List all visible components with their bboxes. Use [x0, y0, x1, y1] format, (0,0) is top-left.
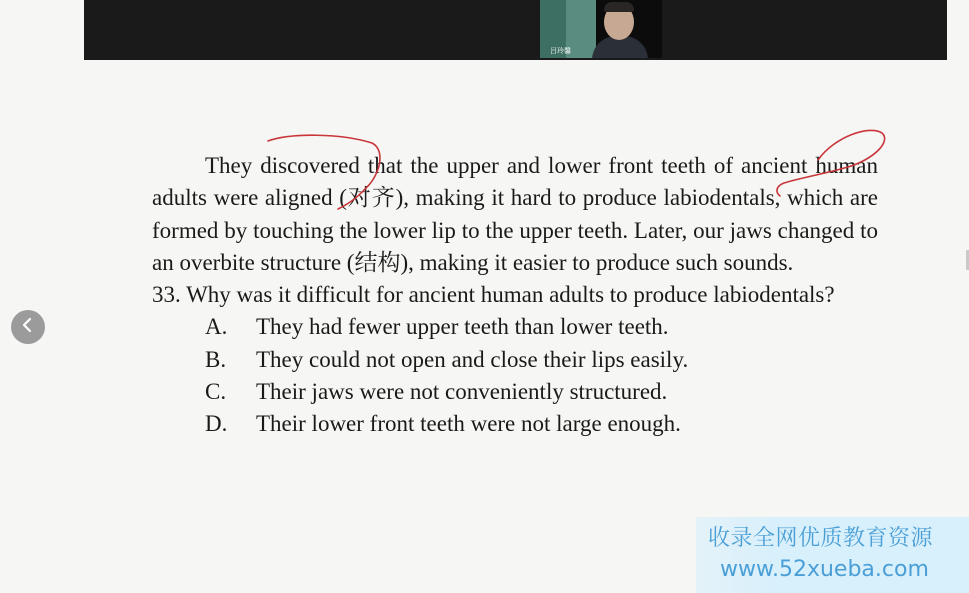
option-letter: B.	[205, 346, 227, 372]
option-c	[152, 376, 878, 408]
option-d	[152, 408, 878, 440]
option-a	[152, 311, 878, 343]
chevron-left-icon	[21, 317, 35, 338]
back-button[interactable]	[11, 310, 45, 344]
watermark-slogan: 收录全网优质教育资源	[708, 526, 934, 551]
option-text: They had fewer upper teeth than lower teeth.	[256, 314, 669, 340]
option-b	[152, 344, 878, 376]
option-letter: D.	[205, 411, 228, 437]
participant-video[interactable]	[540, 0, 662, 58]
video-strip	[84, 0, 947, 60]
watermark-banner	[696, 517, 969, 593]
option-letter: C.	[205, 379, 227, 405]
watermark-url: www.52xueba.com	[720, 557, 929, 582]
option-letter: A.	[205, 314, 228, 340]
option-text: Their jaws were not conveniently structured.	[256, 379, 668, 405]
answer-options	[152, 311, 878, 440]
document-page	[152, 150, 878, 441]
participant-name: 吕玲馨	[550, 47, 571, 55]
question-stem: 33. Why was it difficult for ancient human adults to produce labiodentals?	[152, 282, 835, 308]
participant-hair	[604, 2, 634, 12]
passage-paragraph: They discovered that the upper and lower front teeth of ancient human adults were aligned (对齐), making it hard to produce labiodentals, which are formed by touching the lower lip to the upper teeth. Later, our jaws changed to an overbite structure (结构), making it easier to produce such sounds.	[152, 153, 878, 275]
option-text: They could not open and close their lips easily.	[256, 346, 689, 372]
option-text: Their lower front teeth were not large enough.	[256, 411, 681, 437]
